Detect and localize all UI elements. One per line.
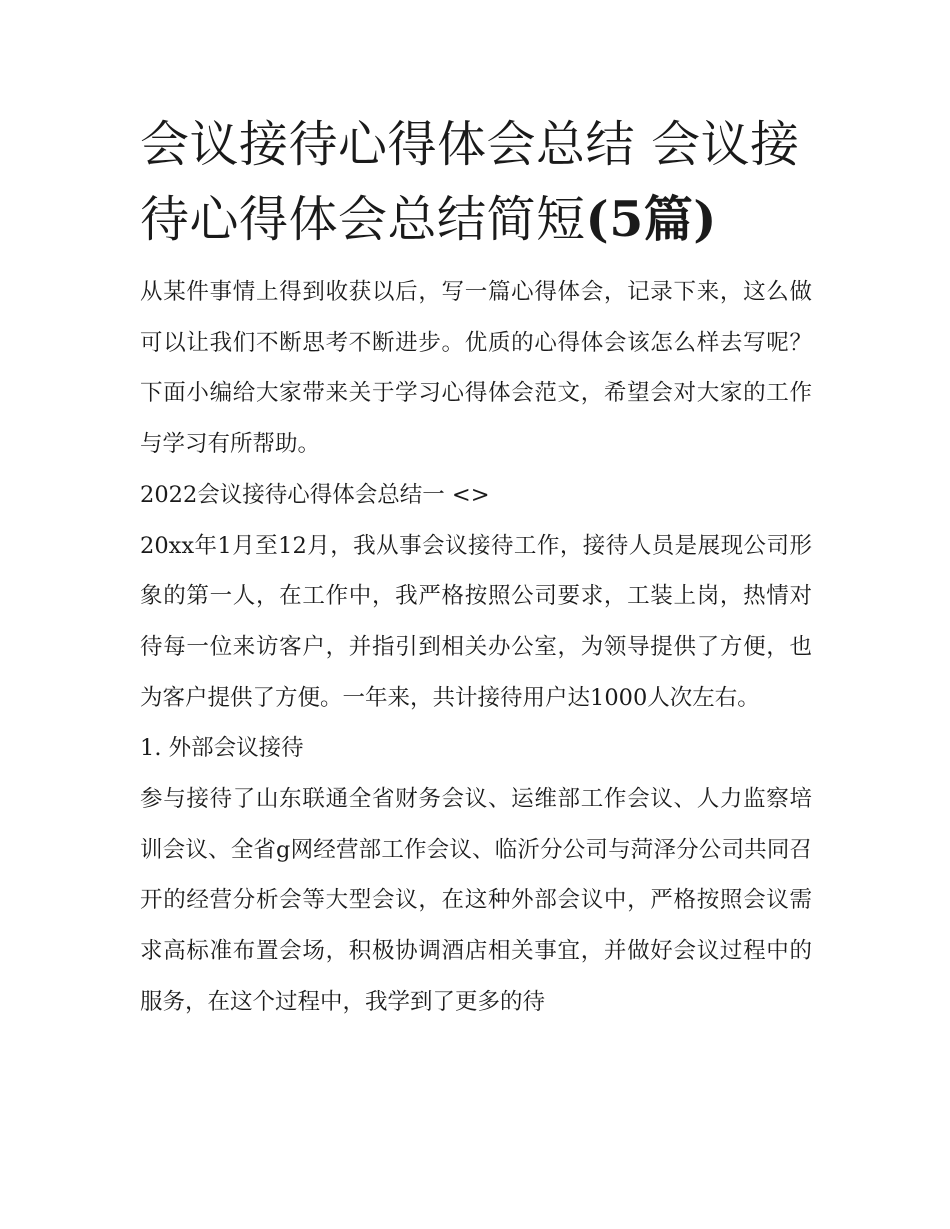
section-heading: 2022会议接待心得体会总结一 <> [140, 481, 490, 508]
section-paragraph: 20xx年1月至12月，我从事会议接待工作，接待人员是展现公司形象的第一人，在工作中，我严格按照公司要求，工装上岗，热情对待每一位来访客户，并指引到相关办公室，为领导提供了方便，也为客户提供了方便。一年来，共计接待用户达1000人次左右。 [140, 532, 812, 711]
title-main-text: 会议接待心得体会总结 会议接待心得体会总结简短 [140, 116, 800, 248]
document-title [140, 108, 812, 257]
external-meetings-paragraph: 参与接待了山东联通全省财务会议、运维部工作会议、人力监察培训会议、全省g网经营部工作会议、临沂分公司与菏泽分公司共同召开的经营分析会等大型会议，在这种外部会议中，严格按照会议需求高标准布置会场，积极协调酒店相关事宜，并做好会议过程中的服务，在这个过程中，我学到了更多的待 [140, 786, 812, 1015]
title-suffix-text: (5篇) [585, 190, 717, 248]
document-body [140, 267, 812, 1028]
document-page [140, 108, 812, 1028]
subheading-external-meetings: 1. 外部会议接待 [140, 735, 304, 762]
intro-paragraph: 从某件事情上得到收获以后，写一篇心得体会，记录下来，这么做可以让我们不断思考不断进步。优质的心得体会该怎么样去写呢？下面小编给大家带来关于学习心得体会范文，希望会对大家的工作与学习有所帮助。 [140, 279, 812, 458]
